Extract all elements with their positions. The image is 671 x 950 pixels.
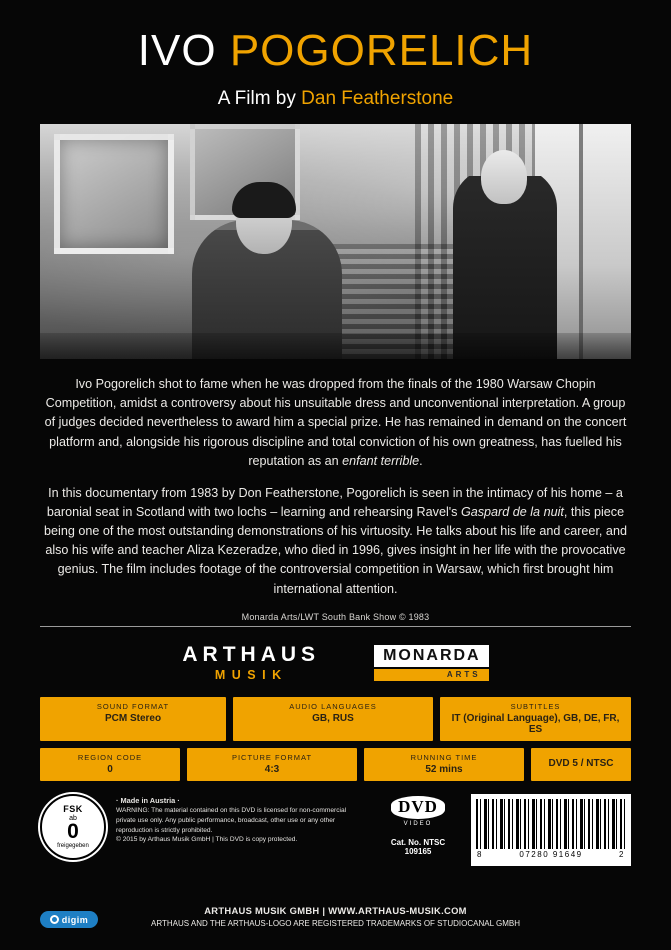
spec-sound-format-key: SOUND FORMAT [96, 701, 170, 711]
photo-mirror-left [54, 134, 174, 254]
director-name: Dan Featherstone [301, 88, 454, 110]
cover-photo [40, 124, 631, 359]
page-title [40, 28, 631, 74]
footer [0, 904, 671, 930]
spec-region-code [40, 748, 180, 781]
footer-company: ARTHAUS MUSIK GMBH | WWW.ARTHAUS-MUSIK.COM [204, 904, 467, 916]
spec-subtitles-key: SUBTITLES [510, 701, 561, 711]
arthaus-musik-logo [182, 644, 320, 682]
fsk-rating-icon [40, 794, 106, 860]
desc-p2-italic: Gaspard de la nuit [460, 505, 564, 520]
description-paragraph-1 [40, 375, 631, 471]
subtitle-prefix: A Film by [217, 88, 302, 110]
spec-picture-format-value: 4:3 [264, 763, 280, 775]
spec-subtitles [440, 697, 631, 741]
logo-row [40, 643, 631, 683]
barcode-digit-right: 2 [619, 849, 625, 859]
desc-p2-text-b: , this piece being one of the most outstanding demonstrations of his virtuosity. He talks about his life and career, and also his wife and teacher Aliza Kezeradze, who died in 1996, gives insight in her life with the provocative genius. The film includes footage of the controversial competition in Warsaw, which first brought him international attention. [44, 505, 627, 596]
footer-trademark: ARTHAUS AND THE ARTHAUS-LOGO ARE REGISTERED TRADEMARKS OF STUDIOCANAL GMBH [151, 919, 520, 928]
musik-wordmark: MUSIK [214, 667, 288, 682]
legal-text [116, 794, 365, 845]
photo-floor [40, 333, 631, 359]
fsk-freigegeben: freigegeben [57, 842, 89, 849]
barcode-number [476, 849, 626, 859]
monarda-arts-logo [374, 645, 489, 681]
catalogue-label: Cat. No. NTSC [390, 837, 446, 847]
spec-region-code-value: 0 [107, 763, 113, 775]
catalogue-number: 109165 [404, 846, 432, 856]
spec-disc-type [531, 748, 631, 781]
spec-running-time-key: RUNNING TIME [410, 752, 478, 762]
spec-audio-languages-value: GB, RUS [312, 712, 354, 724]
fsk-age: 0 [67, 819, 79, 843]
arthaus-wordmark: ARTHAUS [182, 642, 321, 666]
title-block [40, 0, 631, 110]
desc-p1-tail: . [419, 453, 423, 468]
arts-wordmark: ARTS [374, 669, 489, 681]
legal-warning: WARNING: The material contained on this DVD is licensed for non-commercial private use only. Any public performance, broadcast, other use or any other reproduction is strictly prohibited. [116, 807, 347, 834]
digim-label: digim [61, 914, 89, 925]
subtitle [40, 88, 631, 110]
spec-running-time-value: 52 mins [425, 763, 463, 775]
spec-region-code-key: REGION CODE [77, 752, 143, 762]
title-last-name: POGORELICH [229, 26, 534, 75]
spec-disc-type-value: DVD 5 / NTSC [548, 758, 614, 770]
dvd-video-logo [375, 794, 461, 856]
photo-image [40, 124, 631, 359]
description [40, 375, 631, 599]
desc-p2-text-a: In this documentary from 1983 by Don Featherstone, Pogorelich is seen in the intimacy of his home – a baronial seat in Scotland with two lochs – learning and rehearsing Ravel's [46, 485, 623, 520]
monarda-wordmark: MONARDA [374, 645, 489, 667]
dvd-video-label: VIDEO [403, 820, 433, 827]
barcode-digit-left: 8 [477, 849, 483, 859]
made-in-text: · Made in Austria · [116, 795, 180, 805]
description-paragraph-2 [40, 484, 631, 599]
photo-standing-man-head [481, 150, 527, 204]
dvd-mark: DVD [391, 796, 445, 819]
photo-seated-man-hair [232, 182, 296, 218]
spec-picture-format-key: PICTURE FORMAT [231, 752, 313, 762]
spec-row-2 [40, 748, 631, 781]
desc-p1-italic: enfant terrible [342, 453, 420, 468]
production-credit: Monarda Arts/LWT South Bank Show © 1983 [241, 611, 430, 622]
legal-copyright: © 2015 by Arthaus Musik GmbH | This DVD is copy protected. [116, 836, 298, 844]
spec-picture-format [187, 748, 357, 781]
bottom-block [40, 794, 631, 912]
spec-running-time [364, 748, 524, 781]
barcode-digits-mid: 07280 91649 [519, 849, 583, 859]
spec-audio-languages [233, 697, 433, 741]
barcode-bars [476, 799, 626, 849]
barcode [471, 794, 631, 866]
spec-subtitles-value: IT (Original Language), GB, DE, FR, ES [451, 712, 620, 735]
spec-audio-languages-key: AUDIO LANGUAGES [289, 701, 377, 711]
spec-sound-format [40, 697, 226, 741]
desc-p1-text: Ivo Pogorelich shot to fame when he was dropped from the finals of the 1980 Warsaw Chopin Competition, amidst a controversy about his unsuitable dress and unconventional interpretation. A group of judges decided nevertheless to award him a special prize. He has remained in demand on the concert platform and, alongside his rigorous discipline and total conviction of his own greatness, has fuelled his reputation as an [44, 377, 627, 468]
title-first-name: IVO [137, 26, 217, 75]
fsk-ab: ab [69, 814, 77, 822]
divider-rule [40, 626, 631, 627]
spec-row-1 [40, 697, 631, 741]
spec-bars [40, 697, 631, 781]
spec-sound-format-value: PCM Stereo [104, 712, 162, 724]
fsk-label: FSK [63, 803, 83, 814]
